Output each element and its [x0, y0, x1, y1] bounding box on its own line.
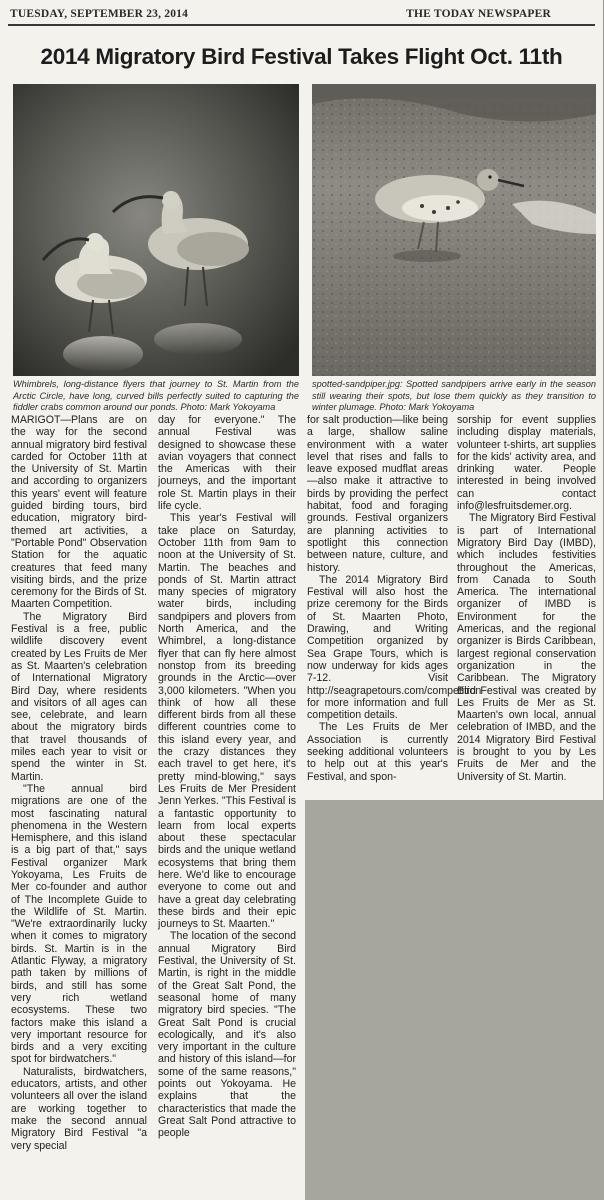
- article-column-1: [11, 414, 147, 1196]
- article-headline: 2014 Migratory Bird Festival Takes Flight Oct. 11th: [40, 44, 563, 69]
- whimbrels-photo: [13, 84, 299, 376]
- paragraph: The 2014 Migratory Bird Festival will also host the prize ceremony for the Birds of St. Maarten Photo, Drawing, and Writing Competition organized by Sea Grape Tours, which is now underway for kids ages 7-12. Visit http://seagrapetours.com/competition for more information and full competition details.: [307, 573, 482, 722]
- empty-background-area: [305, 800, 604, 1200]
- article-column-4: [457, 414, 596, 796]
- sandpiper-caption: spotted-sandpiper.jpg: Spotted sandpipers arrive early in the season still wearing their spots, but lose them quickly as they transition to winter plumage. Photo: Mark Yokoyama: [312, 379, 596, 413]
- header-rule: [8, 24, 595, 26]
- paragraph: The location of the second annual Migratory Bird Festival, the University of St. Martin, is right in the middle of the Great Salt Pond, the seasonal home of many migratory bird species. "The Great Salt Pond is crucial ecologically, and it's also very important in the culture and history of this island—for some of the same reasons," points out Yokoyama. He explains that the characteristics that made the Great Salt Pond attractive to people: [158, 930, 296, 1140]
- paragraph: "The annual bird migrations are one of the most fascinating natural phenomena in the Western Hemisphere, and this island is a big part of that," says Festival organizer Mark Yokoyama, Les Fruits de Mer co-founder and author of The Incomplete Guide to the Wildlife of St. Martin. "We're extraordinarily lucky when it comes to migratory birds. St. Martin is in the Atlantic Flyway, a migratory path taken by millions of birds, and still has some very rich wetland ecosystems. These two factors make this island a very important resource for birds and a very exciting spot for birdwatchers.": [11, 782, 147, 1066]
- paragraph: MARIGOT—Plans are on the way for the second annual migratory bird festival carded for October 11th at the University of St. Martin and according to organizers this years' event will feature guided birding tours, bird education, migratory bird-themed art activities, a "Portable Pond" Observation Station for the aquatic creatures that feed many visiting birds, and the prize ceremony for the Birds of St. Maarten Competition.: [11, 414, 147, 611]
- paragraph: The Migratory Bird Festival is a free, public wildlife discovery event created by Les Fruits de Mer as St. Maarten's celebration of International Migratory Bird Day, where residents and visitors of all ages can see, celebrate, and learn about the migratory birds that travel thousands of miles each year to visit or spend the winter in St. Martin.: [11, 610, 147, 783]
- paragraph: sorship for event supplies including display materials, volunteer t-shirts, art supplies for the kids' activity area, and drinking water. People interested in being involved can contact info@lesfruitsdemer.org.: [457, 414, 596, 513]
- newspaper-name: THE TODAY NEWSPAPER: [406, 8, 551, 20]
- paragraph: for salt production—like being a large, shallow saline environment with a water level that rises and falls to leave exposed mudflat areas—also make it attractive to birds by providing the perfect habitat, food and foraging grounds. Festival organizers are planning activities to spotlight this connection between nature, culture, and history.: [307, 414, 448, 574]
- spotted-sandpiper-photo: [312, 84, 596, 376]
- whimbrels-caption: Whimbrels, long-distance flyers that journey to St. Martin from the Arctic Circle, have long, curved bills perfectly suited to capturing the fiddler crabs common around our ponds. Photo: Mark Yokoyama: [13, 379, 299, 413]
- article-column-3: [307, 414, 482, 796]
- paragraph: This year's Festival will take place on Saturday, October 11th from 9am to noon at the University of St. Martin. The beaches and ponds of St. Martin attract many species of migratory water birds, including sandpipers and plovers from North America, and the Whimbrel, a long-distance flyer that can fly here almost nonstop from its breeding grounds in the Arctic—over 3,000 kilometers. "When you think of how all these different birds from all these different countries come to this island every year, and the crazy distances they each travel to get here, it's pretty mind-blowing," says Les Fruits de Mer President Jenn Yerkes. "This Festival is a fantastic opportunity to learn from local experts about these spectacular birds and the unique wetland ecosystems that bring them here. We'd like to encourage everyone to come out and have a great day celebrating these birds and their epic journeys to St. Maarten.": [158, 512, 296, 931]
- paragraph: Naturalists, birdwatchers, educators, artists, and other volunteers all over the island are working together to make the second annual Migratory Bird Festival "a very special: [11, 1065, 147, 1152]
- article-column-2: [158, 414, 296, 1196]
- issue-date: TUESDAY, SEPTEMBER 23, 2014: [10, 8, 189, 20]
- page-header: [8, 6, 595, 22]
- paragraph: day for everyone." The annual Festival was designed to showcase these avian voyagers that connect the Americas with their journeys, and the important role St. Martin plays in their life cycle.: [158, 414, 296, 513]
- paragraph: The Migratory Bird Festival is part of International Migratory Bird Day (IMBD), which includes festivities throughout the Americas, from Canada to South America. The international organizer of IMBD is Environment for the Americas, and the regional organizer is Birds Caribbean, largest regional conservation organization in the Caribbean. The Migratory Bird Festival was created by Les Fruits de Mer as St. Maarten's own local, annual celebration of IMBD, and the 2014 Migratory Bird Festival is brought to you by Les Fruits de Mer and the University of St. Martin.: [457, 512, 596, 783]
- paragraph: The Les Fruits de Mer Association is currently seeking additional volunteers to help out at this year's Festival, and spon-: [307, 721, 448, 783]
